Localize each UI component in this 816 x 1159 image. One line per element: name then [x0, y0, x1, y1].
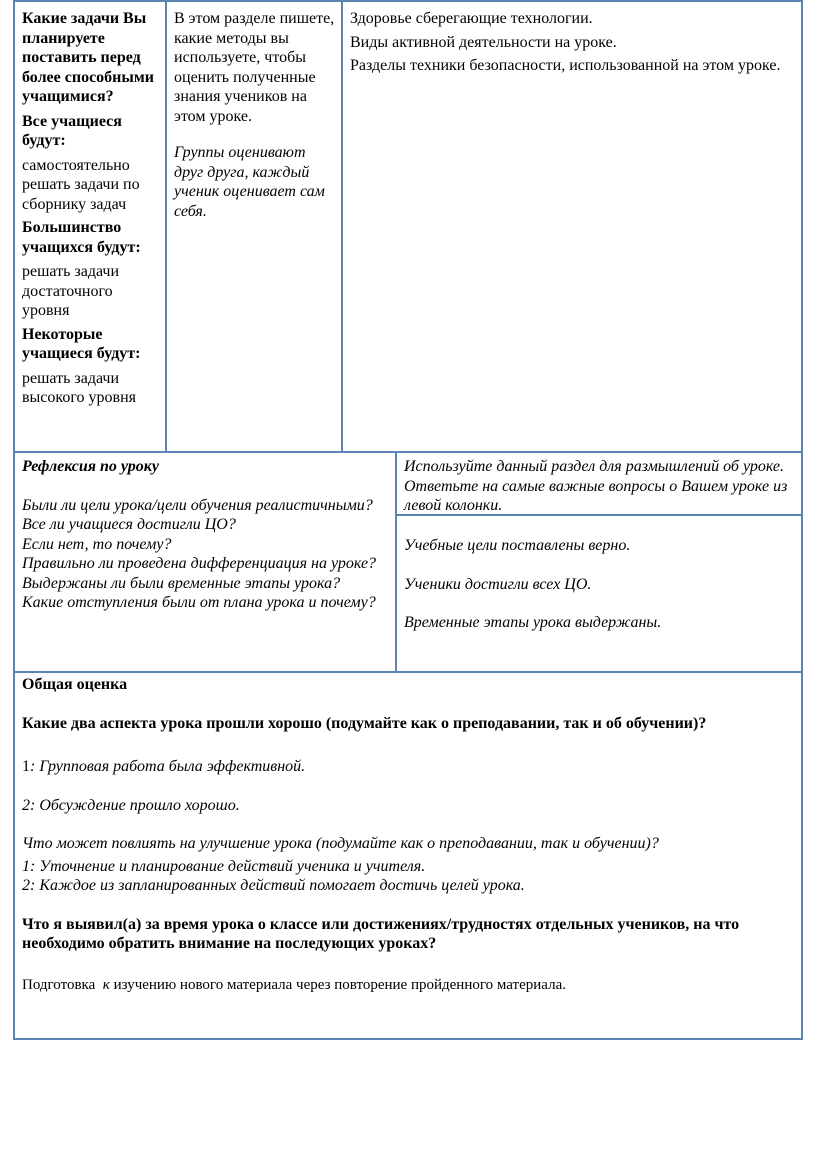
most-students-text: решать задачи достаточного уровня [22, 263, 120, 319]
reflection-question-5: Выдержаны ли были временные этапы урока? [22, 574, 341, 592]
reflection-left [22, 457, 392, 613]
reflection-question-2: Все ли учащиеся достигли ЦО? [22, 516, 236, 533]
reflection-question-3: Если нет, то почему? [22, 535, 172, 553]
top-divider-1 [165, 0, 167, 453]
reflection-hint-cell [404, 457, 796, 516]
most-students-label: Большинство учащихся будут: [22, 219, 141, 256]
reflection-answer-2: Ученики достигли всех ЦО. [404, 575, 592, 593]
summary-answer-1 [22, 757, 794, 777]
reflection-question-1: Были ли цели урока/цели обучения реалистичными? [22, 496, 373, 514]
top-col-1 [22, 9, 162, 408]
health-tech-line: Здоровье сберегающие технологии. [350, 10, 593, 27]
reflection-question-4: Правильно ли проведена дифференциация на уроке? [22, 555, 377, 572]
summary-question-2: Что может повлиять на улучшение урока (подумайте как о преподавании, так и обучении)? [22, 835, 659, 852]
summary-question-1: Какие два аспекта урока прошли хорошо (подумайте как о преподавании, так и об обучении)? [22, 714, 707, 732]
summary-question-2-answer-2: 2: Каждое из запланированных действий помогает достичь целей урока. [22, 877, 525, 894]
summary-final-answer-end: изучению нового материала через повторение пройденного материала. [113, 976, 566, 993]
reflection-question-6: Какие отступления были от плана урока и почему? [22, 594, 376, 611]
summary-answer-1-text: : Групповая работа была эффективной. [30, 758, 306, 775]
safety-line: Разделы техники безопасности, использованной на этом уроке. [350, 57, 781, 74]
some-students-label: Некоторые учащиеся будут: [22, 325, 141, 362]
summary-answer-1-number: 1 [22, 758, 30, 775]
activity-line: Виды активной деятельности на уроке. [350, 33, 617, 51]
reflection-answer-3: Временные этапы урока выдержаны. [404, 614, 662, 631]
top-divider-2 [341, 0, 343, 453]
summary-question-3: Что я выявил(а) за время урока о классе или достижениях/трудностях отдельных учеников, на что необходимо обратить внимание на последующих уроках? [22, 915, 740, 952]
top-col-2 [174, 9, 336, 221]
assessment-text: В этом разделе пишете, какие методы вы используете, чтобы оценить полученные знания учеников на этом уроке. [174, 10, 335, 125]
summary-final-answer-start: Подготовка [22, 976, 96, 993]
summary-answer-2: 2: Обсуждение прошло хорошо. [22, 796, 240, 814]
reflection-hint: Используйте данный раздел для размышлений об уроке. Ответьте на самые важные вопросы о Вашем уроке из левой колонки. [404, 458, 788, 514]
tasks-question: Какие задачи Вы планируете поставить перед более способными учащимися? [22, 10, 155, 105]
top-col-3 [350, 9, 795, 76]
some-students-text: решать задачи высокого уровня [22, 369, 137, 406]
reflection-answer-1: Учебные цели поставлены верно. [404, 537, 631, 554]
reflection-title: Рефлексия по уроку [22, 458, 160, 475]
reflection-divider-vertical [395, 451, 397, 673]
assessment-italic: Группы оценивают друг друга, каждый ученик оценивает сам себя. [174, 144, 325, 220]
reflection-answers-cell [404, 536, 796, 633]
summary-final-answer-k: к [102, 976, 110, 993]
summary-title: Общая оценка [22, 676, 128, 693]
summary-cell [22, 675, 794, 995]
all-students-label: Все учащиеся будут: [22, 112, 122, 149]
all-students-text: самостоятельно решать задачи по сборнику задач [22, 156, 140, 213]
summary-question-2-answer-1: 1: Уточнение и планирование действий ученика и учителя. [22, 857, 426, 875]
summary-final-answer [22, 976, 794, 996]
